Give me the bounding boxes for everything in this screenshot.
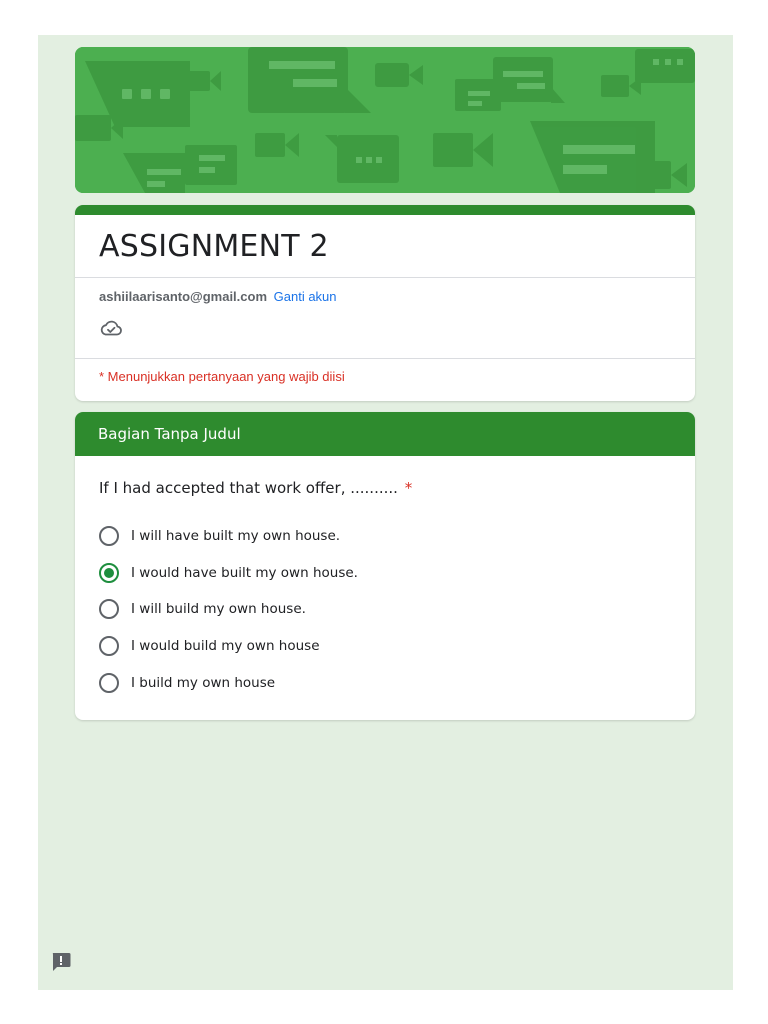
radio-button[interactable] (99, 636, 119, 656)
required-note: * Menunjukkan pertanyaan yang wajib diisi (99, 369, 345, 384)
report-problem-button[interactable] (50, 953, 72, 975)
cloud-check-icon (99, 325, 123, 342)
question-title (75, 456, 695, 518)
radio-button[interactable] (99, 563, 119, 583)
radio-button[interactable] (99, 673, 119, 693)
option-label: I will have built my own house. (131, 528, 341, 545)
radio-group (75, 518, 695, 701)
option-label: I would have built my own house. (131, 564, 358, 581)
option-label: I build my own house (131, 674, 276, 691)
form-title-card (75, 205, 695, 401)
account-email: ashiilaarisanto@gmail.com (99, 289, 268, 304)
section-title: Bagian Tanpa Judul (75, 412, 695, 456)
form-background (38, 35, 733, 990)
draft-status (75, 308, 695, 358)
switch-account-link[interactable]: Ganti akun (273, 289, 337, 304)
form-title: ASSIGNMENT 2 (99, 229, 329, 264)
radio-button[interactable] (99, 526, 119, 546)
section-card (75, 412, 695, 720)
question-text: If I had accepted that work offer, .......... (99, 479, 398, 497)
header-banner (75, 47, 695, 193)
report-problem-icon (50, 951, 72, 978)
banner-chat-pattern-icon (75, 47, 695, 193)
radio-option[interactable] (99, 664, 695, 701)
radio-option[interactable] (99, 591, 695, 628)
radio-option[interactable] (99, 518, 695, 555)
radio-option[interactable] (99, 628, 695, 665)
radio-option[interactable] (99, 555, 695, 592)
account-row (75, 278, 695, 308)
option-label: I will build my own house. (131, 601, 306, 618)
option-label: I would build my own house (131, 638, 320, 655)
radio-button[interactable] (99, 599, 119, 619)
required-marker: * (404, 479, 413, 497)
